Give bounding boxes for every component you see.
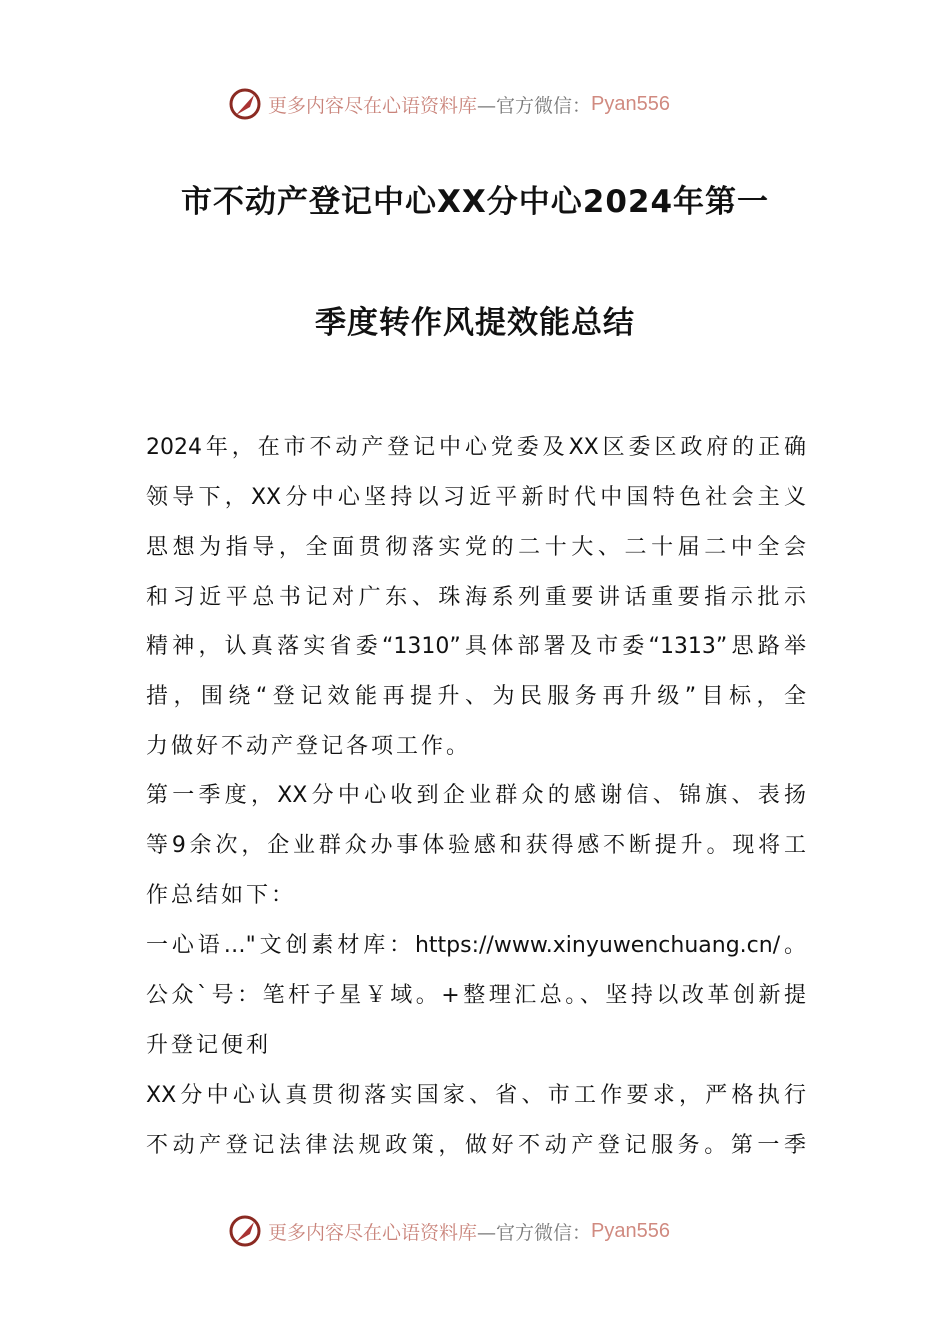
- body-line: 措，围绕“登记效能再提升、为民服务再升级”目标，全: [146, 684, 806, 709]
- body-line: 不动产登记法律法规政策，做好不动产登记服务。第一季: [146, 1133, 806, 1158]
- watermark-footer: [228, 1211, 670, 1251]
- body-line: 思想为指导，全面贯彻落实党的二十大、二十届二中全会: [146, 535, 806, 560]
- title-line-2: 季度转作风提效能总结: [315, 305, 635, 341]
- body-line: 等9余次，企业群众办事体验感和获得感不断提升。现将工: [146, 833, 806, 858]
- body-line: 作总结如下：: [146, 883, 297, 908]
- body-line: 2024年，在市不动产登记中心党委及XX区委区政府的正确: [146, 435, 806, 460]
- watermark-label: —官方微信：: [477, 94, 592, 117]
- body-line: 精神，认真落实省委“1310”具体部署及市委“1313”思路举: [146, 634, 806, 659]
- watermark-wechat: Pyan556: [591, 92, 670, 115]
- body-line: 第一季度，XX分中心收到企业群众的感谢信、锦旗、表扬: [146, 783, 806, 808]
- watermark-site: 更多内容尽在心语资料库: [268, 94, 478, 117]
- title-line-1: 市不动产登记中心XX分中心2024年第一: [180, 184, 770, 220]
- body-line: XX分中心认真贯彻落实国家、省、市工作要求，严格执行: [146, 1083, 806, 1108]
- watermark-header: [228, 84, 670, 124]
- watermark-label: —官方微信：: [477, 1221, 592, 1244]
- body-line: 力做好不动产登记各项工作。: [146, 734, 472, 759]
- watermark-wechat: Pyan556: [591, 1219, 670, 1242]
- body-line: 公众`号：笔杆子星￥域。+整理汇总。、坚持以改革创新提: [146, 983, 806, 1008]
- body-line: 升登记便利: [146, 1033, 272, 1058]
- body-line: 领导下，XX分中心坚持以习近平新时代中国特色社会主义: [146, 485, 806, 510]
- quill-logo-icon: [228, 1214, 262, 1248]
- body-line: 和习近平总书记对广东、珠海系列重要讲话重要指示批示: [146, 585, 806, 610]
- watermark-site: 更多内容尽在心语资料库: [268, 1221, 478, 1244]
- body-line: 一心语…"文创素材库：https://www.xinyuwenchuang.cn/。: [146, 933, 806, 958]
- quill-logo-icon: [228, 87, 262, 121]
